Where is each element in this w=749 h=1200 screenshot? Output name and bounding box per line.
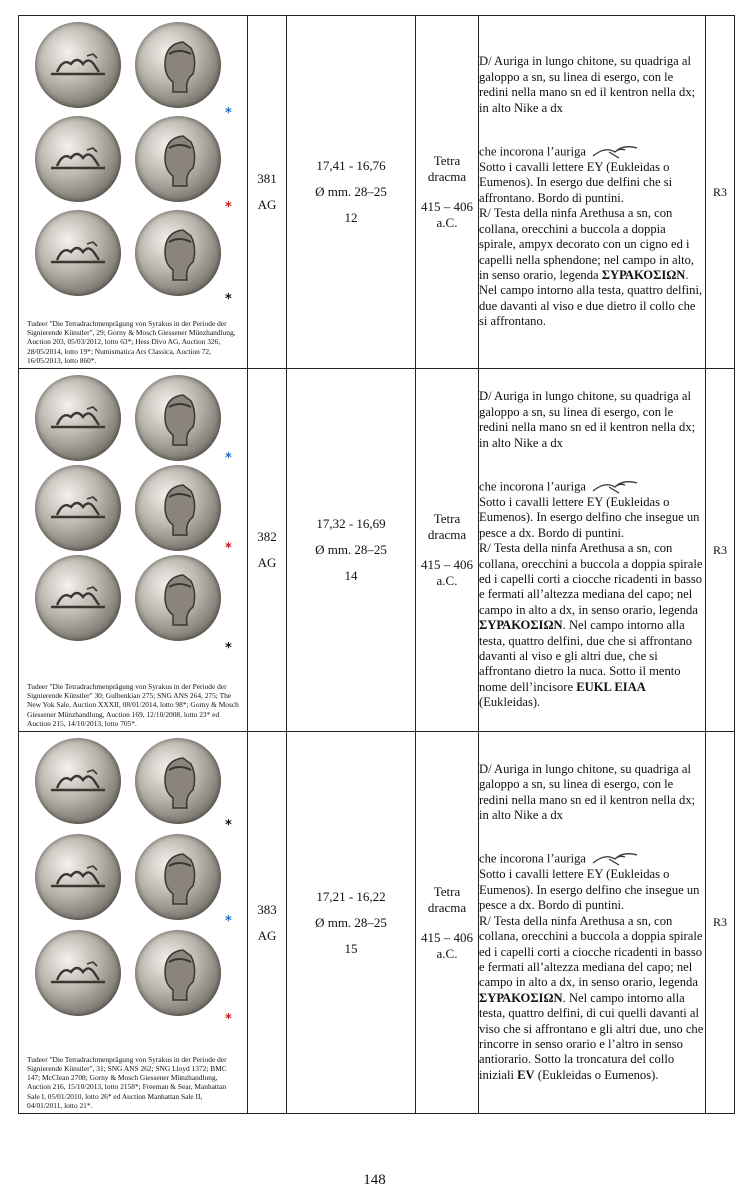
reverse-coin-image: [135, 210, 221, 296]
obverse-coin-image: [35, 834, 121, 920]
obverse-description: che incorona l’auriga: [479, 479, 586, 494]
page-number: 148: [363, 1172, 386, 1188]
catalog-table: [18, 15, 735, 1114]
greek-legend: ΣΥΡΑΚΟΣΙΩΝ: [479, 990, 563, 1005]
source-marker: *: [225, 451, 232, 466]
denomination: Tetra: [433, 883, 461, 899]
coin-pair: [27, 210, 237, 296]
engraver-signature: EUKL EIAA: [576, 679, 646, 694]
reference-text: Tudeer "Die Tetradrachmenprägung von Syrakus in der Periode der Signierende Künstler", 29; Gorny & Mosch Giessener Münzhandlung, Auction 203, 05/03/2012, lotto 63*; Hess Divo AG, Auction 326, 28/05/2014, lotto 19*; Numismatica Ars Classica, Auction 72, 16/05/2013, lotto 860*.: [27, 318, 236, 365]
date: a.C.: [436, 215, 458, 230]
weight-range: 17,32 - 16,69: [316, 516, 386, 531]
denomination: Tetra: [433, 153, 461, 168]
die-axis: 15: [344, 940, 358, 956]
coin-pair: [27, 738, 237, 824]
description-cell: [479, 732, 706, 1114]
coin-images-cell: [19, 732, 248, 1114]
diameter: Ø mm. 28–25: [315, 542, 387, 557]
diameter: Ø mm. 28–25: [315, 184, 387, 199]
obverse-description: D/ Auriga in lungo chitone, su quadriga al galoppo a sn, su linea di esergo, con le redini nella mano sn ed il kentron nella dx; in alto Nike a dx: [479, 761, 696, 823]
die-axis: 14: [344, 568, 358, 583]
reverse-coin-image: [135, 465, 221, 551]
obverse-coin-image: [35, 116, 121, 202]
reverse-coin-image: [135, 834, 221, 920]
source-marker: *: [225, 1012, 232, 1027]
nike-illustration: [589, 849, 641, 867]
coin-pair: [27, 375, 237, 461]
reverse-coin-image: [135, 555, 221, 641]
number-cell: [248, 369, 287, 732]
rarity: R3: [706, 369, 735, 732]
coin-pair: [27, 555, 237, 641]
metal: AG: [257, 927, 277, 943]
obverse-coin-image: [35, 22, 121, 108]
reverse-description: R/ Testa della ninfa Arethusa a sn, con collana, orecchini a buccola a doppia spirale ed i capelli corti a ciocche ricadenti in basso e fermati all’altezza mediana del capo; nel campo in alto a dx, in senso orario, legenda ΣΥΡΑΚΟΣΙΩΝ. Nel campo intorno alla testa, quattro delfini, di cui quelli davanti al viso che si affrontano e gli altri due, uno che rincorre in senso orario e l’altro in senso antiorario. Sotto la troncatura del collo iniziali EV (Eukleidas o Eumenos).: [479, 913, 704, 1082]
catalog-entry: [19, 16, 735, 369]
diameter: Ø mm. 28–25: [315, 914, 387, 930]
date: 415 – 406: [421, 929, 473, 945]
coin-images-cell: [19, 16, 248, 369]
catalog-number: 383: [257, 901, 277, 917]
metal: AG: [257, 197, 277, 212]
obverse-details: Sotto i cavalli lettere EY (Eukleidas o Eumenos). In esergo delfino che insegue un pesce a dx. Bordo di puntini.: [479, 494, 700, 540]
catalog-number: 382: [257, 529, 277, 544]
source-marker: *: [225, 541, 232, 556]
obverse-description: che incorona l’auriga: [479, 852, 586, 867]
reference-text: Tudeer "Die Tetradrachmenprägung von Syrakus in der Periode der Signierende Künstler" 30; Gulbenkian 275; SNG ANS 264, 275; The New Yok Sale, Auction XXXII, 08/01/2014, lotto 98*; Gorny & Mosch Giessener Münzhandlung, Auction 169, 12/10/2008, lotto 23* ed Auction 215, 14/10/2013, lotto 705*.: [27, 681, 239, 728]
date: 415 – 406: [421, 199, 473, 214]
date: a.C.: [436, 945, 458, 961]
coin-images-cell: [19, 369, 248, 732]
denomination: dracma: [427, 527, 467, 542]
nike-illustration: [589, 477, 641, 495]
weight-cell: [287, 369, 416, 732]
reverse-description: R/ Testa della ninfa Arethusa a sn, con collana, orecchini a buccola a doppia spirale ed i capelli corti a ciocche ricadenti in basso e fermati all’altezza mediana del capo; nel campo in alto a dx, in senso orario, legenda ΣΥΡΑΚΟΣΙΩΝ. Nel campo intorno alla testa, quattro delfini, due che si affrontano davanti al viso e gli altri due, che si affrontano dietro la nuca. Sotto il mento nome dell’incisore EUKL EIAA (Eukleidas).: [479, 541, 703, 710]
source-marker: *: [225, 106, 232, 121]
source-marker: *: [225, 818, 232, 833]
date: a.C.: [436, 573, 458, 588]
denomination: Tetra: [433, 511, 461, 526]
weight-range: 17,41 - 16,76: [316, 158, 386, 173]
denomination: dracma: [427, 169, 467, 184]
source-marker: *: [225, 292, 232, 307]
rarity: R3: [706, 16, 735, 369]
source-marker: *: [225, 914, 232, 929]
source-marker: *: [225, 641, 232, 656]
reference-text: Tudeer "Die Tetradrachmenprägung von Syrakus in der Periode der Signierende Künstler", 31; SNG ANS 262; SNG Lloyd 1372; BMC 147; McClean 2708; Gorny & Mosch Giessener Münzhandlung, Auction 216, 15/10/2013, lotto 2158*; Freeman & Sear, Manhattan Sale I, 05/01/2010, lotto 26* ed Auction Manhattan Sale II, 04/01/2011, lotto 21*.: [27, 1054, 227, 1110]
description-cell: [479, 369, 706, 732]
coin-pair: [27, 116, 237, 202]
source-marker: *: [225, 200, 232, 215]
greek-legend: ΣΥΡΑΚΟΣΙΩΝ: [479, 618, 563, 633]
reverse-coin-image: [135, 22, 221, 108]
number-cell: [248, 16, 287, 369]
catalog-entry: [19, 369, 735, 732]
reverse-description: R/ Testa della ninfa Arethusa a sn, con collana, orecchini a buccola a doppia spirale, ampyx decorato con un cigno ed i capelli nella sphendone; nel campo in alto, in senso orario, legenda ΣΥΡΑΚΟΣΙΩΝ. Nel campo intorno alla testa, quattro delfini, due davanti al viso e due dietro il collo che si affrontano.: [479, 206, 703, 329]
obverse-coin-image: [35, 738, 121, 824]
denomination-cell: [416, 16, 479, 369]
greek-legend: ΣΥΡΑΚΟΣΙΩΝ: [601, 267, 686, 282]
obverse-description: D/ Auriga in lungo chitone, su quadriga al galoppo a sn, su linea di esergo, con le redini nella mano sn ed il kentron nella dx; in alto Nike a dx: [479, 389, 696, 450]
obverse-coin-image: [35, 465, 121, 551]
obverse-description: che incorona l’auriga: [479, 144, 586, 159]
obverse-coin-image: [35, 555, 121, 641]
denomination: dracma: [427, 899, 467, 915]
obverse-coin-image: [35, 210, 121, 296]
metal: AG: [257, 555, 277, 570]
die-axis: 12: [344, 210, 358, 225]
denomination-cell: [416, 732, 479, 1114]
catalog-entry: [19, 732, 735, 1114]
obverse-details: Sotto i cavalli lettere EY (Eukleidas o Eumenos). In esergo delfino che insegue un pesce a dx. Bordo di puntini.: [479, 867, 700, 913]
reverse-coin-image: [135, 930, 221, 1016]
coin-pair: [27, 834, 237, 920]
description-cell: [479, 16, 706, 369]
obverse-coin-image: [35, 930, 121, 1016]
engraver-initials: EV: [517, 1067, 535, 1082]
obverse-description: D/ Auriga in lungo chitone, su quadriga al galoppo a sn, su linea di esergo, con le redini nella mano sn ed il kentron nella dx; in alto Nike a dx: [479, 54, 696, 115]
number-cell: [248, 732, 287, 1114]
denomination-cell: [416, 369, 479, 732]
reverse-coin-image: [135, 738, 221, 824]
catalog-number: 381: [257, 171, 277, 186]
obverse-coin-image: [35, 375, 121, 461]
rarity: R3: [706, 732, 735, 1114]
reverse-coin-image: [135, 116, 221, 202]
nike-illustration: [589, 142, 641, 160]
date: 415 – 406: [421, 557, 473, 572]
coin-pair: [27, 465, 237, 551]
weight-cell: [287, 732, 416, 1114]
coin-pair: [27, 930, 237, 1016]
reverse-coin-image: [135, 375, 221, 461]
weight-cell: [287, 16, 416, 369]
coin-pair: [27, 22, 237, 108]
obverse-details: Sotto i cavalli lettere EY (Eukleidas o Eumenos). In esergo due delfini che si affrontano. Bordo di puntini.: [479, 160, 673, 205]
weight-range: 17,21 - 16,22: [316, 888, 386, 904]
